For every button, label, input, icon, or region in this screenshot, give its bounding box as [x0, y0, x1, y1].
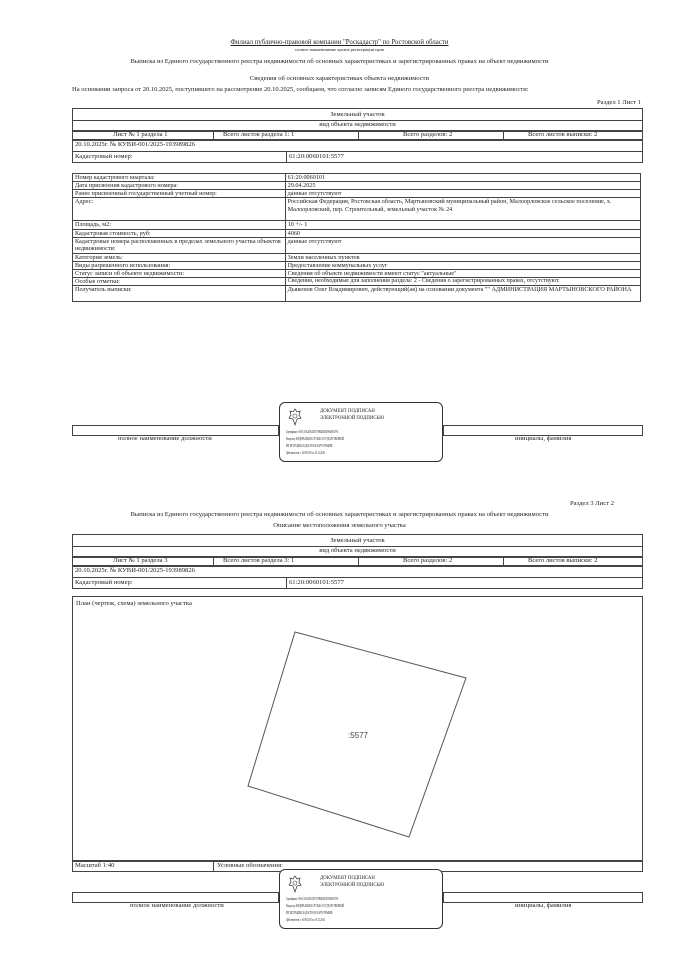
section-sheet: Раздел 1 Лист 1 [597, 99, 641, 106]
e-signature-stamp-1 [279, 402, 443, 462]
stamp-line-2: ЭЛЕКТРОННОЙ ПОДПИСЬЮ [320, 416, 385, 421]
plan-label: План (чертеж, схема) земельного участка [76, 600, 192, 607]
row-label: Получатель выписки: [73, 286, 286, 302]
object-type-box [72, 108, 643, 132]
emblem-icon [288, 875, 302, 893]
number-date-2: 20.10.2025г. № КУВИ-001/2025-193989826 [75, 567, 195, 574]
sheet2-cell-4: Всего листов выписки: 2 [528, 557, 598, 564]
row-value: 29.04.2025 [285, 182, 640, 190]
sheet-cell-3: Всего разделов: 2 [403, 131, 453, 138]
row-value: 4060 [285, 229, 640, 237]
sheet2-cell-3: Всего разделов: 2 [403, 557, 453, 564]
table-row [73, 278, 641, 286]
section-title: Сведения об основных характеристиках объекта недвижимости [249, 75, 430, 82]
emblem-icon [288, 408, 302, 426]
row-label: Площадь, м2: [73, 221, 286, 229]
table-row [73, 190, 641, 198]
stamp-line-1: ДОКУМЕНТ ПОДПИСАН [320, 876, 375, 881]
row-value: 61:20:0060101 [285, 174, 640, 182]
info-table [72, 173, 641, 302]
row-label: Дата присвоения кадастрового номера: [73, 182, 286, 190]
row-value: Предоставление коммунальных услуг [285, 261, 640, 269]
row-value: Дьяконов Олег Владимирович, действующий(ая) на основании документа "" АДМИНИСТРАЦИЯ МАРТЫНОВСКОГО РАЙОНА [285, 286, 640, 302]
row-label: Ранее присвоенный государственный учетный номер: [73, 190, 286, 198]
stamp-line-5: РЕГИСТРАЦИИ, КАДАСТРА И КАРТОГРАФИИ [286, 910, 333, 915]
number-block-2 [72, 565, 643, 589]
number-date: 20.10.2025г. № КУВИ-001/2025-193989826 [75, 141, 195, 148]
stamp-line-4: Владелец: ФЕДЕРАЛЬНАЯ СЛУЖБА ГОСУДАРСТВЕННОЙ [286, 436, 345, 441]
object-type: Земельный участок [330, 111, 385, 118]
row-label: Кадастровая стоимость, руб: [73, 229, 286, 237]
cadastral-label-2: Кадастровый номер: [75, 579, 133, 586]
e-signature-stamp-2 [279, 869, 443, 929]
table-row [73, 174, 641, 182]
row-value: 10 +/- 1 [285, 221, 640, 229]
object-type-2: Земельный участок [330, 537, 385, 544]
row-label: Виды разрешенного использования: [73, 261, 286, 269]
row-value: Сведения, необходимые для заполнения раздела: 2 - Сведения о зарегистрированных правах, отсутствуют. [285, 278, 640, 286]
cadastral-value-2: 61:20:0060101:5577 [289, 579, 344, 586]
stamp-line-6: Действителен: с 16.09.2025 по 10.12.2026 [286, 917, 325, 922]
row-label: Адрес: [73, 198, 286, 221]
org-header: Филиал публично-правовой компании "Роскадастр" по Ростовской области [230, 39, 449, 46]
section-sheet-2: Раздел 3 Лист 2 [570, 500, 614, 507]
sign-name-label: инициалы, фамилия [515, 435, 572, 442]
table-row [73, 182, 641, 190]
sheet2-cell-1: Лист № 1 раздела 3 [113, 557, 168, 564]
row-label: Номер кадастрового квартала: [73, 174, 286, 182]
cadastral-value: 61:20:0060101:5577 [289, 153, 344, 160]
legend-label: Условные обозначения: [217, 862, 283, 869]
row-value: Сведения об объекте недвижимости имеют статус "актуальные" [285, 269, 640, 277]
extract-title: Выписка из Единого государственного реестра недвижимости об основных характеристиках и зарегистрированных правах на объект недвижимости [130, 58, 549, 65]
row-value: Российская Федерация, Ростовская область, Мартыновский муниципальный район, Малоорловское сельское поселение, х. Малоорловский, пер. Строительный, земельный участок № 24 [285, 198, 640, 221]
sheet-cell-1: Лист № 1 раздела 1 [113, 131, 168, 138]
table-row [73, 221, 641, 229]
row-label: Категория земель: [73, 253, 286, 261]
row-label: Особые отметки: [73, 278, 286, 286]
sign-name-label-2: инициалы, фамилия [515, 902, 572, 909]
number-block [72, 139, 643, 163]
parcel-label: :5577 [347, 731, 369, 740]
object-type-caption-2: вид объекта недвижимости [319, 547, 396, 554]
table-row [73, 286, 641, 302]
stamp-line-1: ДОКУМЕНТ ПОДПИСАН [320, 409, 375, 414]
table-row [73, 198, 641, 221]
table-row [73, 253, 641, 261]
sign-position-label-2: полное наименование должности [130, 902, 224, 909]
table-row [73, 237, 641, 253]
row-label: Кадастровые номера расположенных в пределах земельного участка объектов недвижимости: [73, 237, 286, 253]
stamp-line-4: Владелец: ФЕДЕРАЛЬНАЯ СЛУЖБА ГОСУДАРСТВЕННОЙ [286, 903, 345, 908]
object-type-box-2 [72, 534, 643, 558]
row-value: Земли населенных пунктов [285, 253, 640, 261]
plan-box [72, 596, 643, 862]
stamp-line-6: Действителен: с 16.09.2025 по 10.12.2026 [286, 450, 325, 455]
object-type-caption: вид объекта недвижимости [319, 121, 396, 128]
section-title-2: Описание местоположения земельного участка [273, 522, 406, 529]
row-label: Статус записи об объекте недвижимости: [73, 269, 286, 277]
table-row [73, 261, 641, 269]
table-row [73, 229, 641, 237]
row-value: данные отсутствуют [285, 237, 640, 253]
sheet-cell-4: Всего листов выписки: 2 [528, 131, 598, 138]
extract-title-2: Выписка из Единого государственного реестра недвижимости об основных характеристиках и зарегистрированных правах на объект недвижимости [130, 511, 549, 518]
cadastral-label: Кадастровый номер: [75, 153, 133, 160]
sheet-cell-2: Всего листов раздела 1: 1 [223, 131, 295, 138]
parcel-drawing [73, 597, 642, 861]
stamp-line-5: РЕГИСТРАЦИИ, КАДАСТРА И КАРТОГРАФИИ [286, 443, 333, 448]
request-text: На основании запроса от 20.10.2025, поступившего на рассмотрение 20.10.2025, сообщаем, что согласно записям Единого государственного реестра недвижимости: [72, 86, 529, 93]
row-value: данные отсутствуют [285, 190, 640, 198]
stamp-line-2: ЭЛЕКТРОННОЙ ПОДПИСЬЮ [320, 883, 385, 888]
table-row [73, 269, 641, 277]
org-subheader: полное наименование органа регистрации прав [295, 47, 384, 52]
stamp-line-3: Сертификат: 00A1A5A2DA3D5170B6D4F2E9AB6A7FA [286, 896, 339, 901]
scale-label: Масштаб 1:40 [75, 862, 115, 869]
stamp-line-3: Сертификат: 00A1A5A2DA3D5170B6D4F2E9AB6A7FA [286, 429, 339, 434]
sign-position-label: полное наименование должности [118, 435, 212, 442]
sheet2-cell-2: Всего листов раздела 3: 1 [223, 557, 295, 564]
